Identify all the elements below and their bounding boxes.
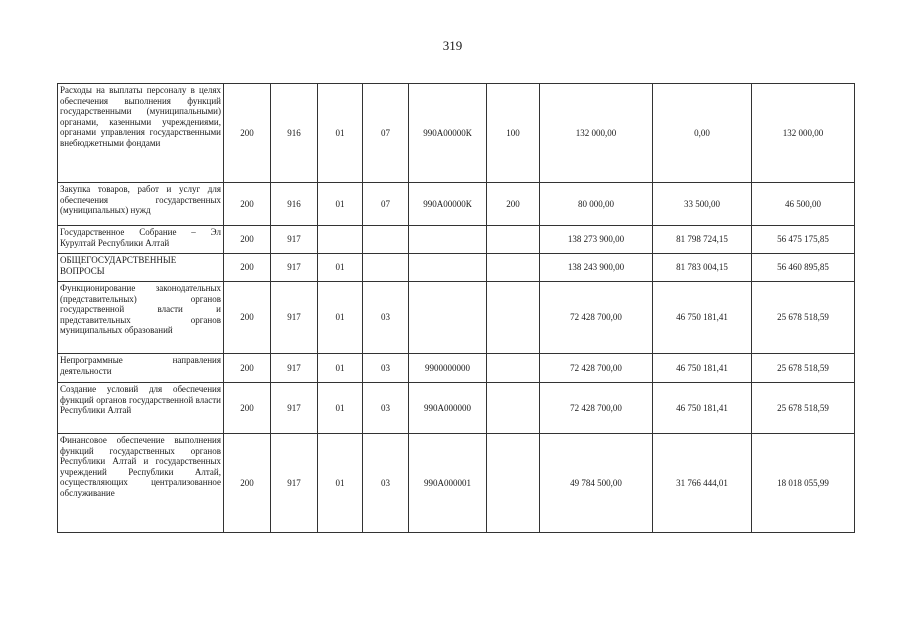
- row-fact-amount-cell: 33 500,00: [653, 183, 752, 226]
- row-subsection-cell: [363, 226, 409, 254]
- row-admin-code-cell: 916: [271, 84, 318, 183]
- row-remainder-amount-cell: 132 000,00: [752, 84, 855, 183]
- row-section-cell: 01: [318, 434, 363, 533]
- row-remainder-amount-cell: 56 460 895,85: [752, 254, 855, 282]
- row-section-cell: 01: [318, 282, 363, 354]
- row-name-cell: Расходы на выплаты персоналу в целях обеспечения выполнения функций государственными (муниципальными) органами, казенными учреждениями, органами управления государственными внебюджетными фондами: [58, 84, 224, 183]
- row-expense-type-cell: [487, 354, 540, 383]
- row-admin-code-cell: 917: [271, 226, 318, 254]
- row-gr-code-cell: 200: [224, 354, 271, 383]
- row-expense-type-cell: [487, 226, 540, 254]
- row-plan-amount-cell: 80 000,00: [540, 183, 653, 226]
- row-name-cell: Государственное Собрание – Эл Курултай Республики Алтай: [58, 226, 224, 254]
- row-name-cell: Создание условий для обеспечения функций органов государственной власти Республики Алтай: [58, 383, 224, 434]
- row-fact-amount-cell: 31 766 444,01: [653, 434, 752, 533]
- row-plan-amount-cell: 138 273 900,00: [540, 226, 653, 254]
- row-section-cell: [318, 226, 363, 254]
- row-subsection-cell: [363, 254, 409, 282]
- row-section-cell: 01: [318, 383, 363, 434]
- row-admin-code-cell: 917: [271, 383, 318, 434]
- row-fact-amount-cell: 46 750 181,41: [653, 282, 752, 354]
- row-plan-amount-cell: 49 784 500,00: [540, 434, 653, 533]
- row-target-article-cell: [409, 226, 487, 254]
- row-name-cell: Функционирование законодательных (представительных) органов государственной власти и представительных органов муниципальных образований: [58, 282, 224, 354]
- row-section-cell: 01: [318, 354, 363, 383]
- row-remainder-amount-cell: 56 475 175,85: [752, 226, 855, 254]
- row-section-cell: 01: [318, 84, 363, 183]
- row-subsection-cell: 07: [363, 84, 409, 183]
- table-row: [58, 282, 855, 354]
- row-fact-amount-cell: 0,00: [653, 84, 752, 183]
- row-fact-amount-cell: 46 750 181,41: [653, 383, 752, 434]
- row-remainder-amount-cell: 46 500,00: [752, 183, 855, 226]
- table-row: [58, 183, 855, 226]
- row-fact-amount-cell: 81 798 724,15: [653, 226, 752, 254]
- row-admin-code-cell: 917: [271, 434, 318, 533]
- row-target-article-cell: [409, 282, 487, 354]
- row-expense-type-cell: [487, 254, 540, 282]
- budget-table: [57, 83, 855, 533]
- row-fact-amount-cell: 81 783 004,15: [653, 254, 752, 282]
- row-target-article-cell: 9900000000: [409, 354, 487, 383]
- row-admin-code-cell: 917: [271, 254, 318, 282]
- row-plan-amount-cell: 138 243 900,00: [540, 254, 653, 282]
- row-expense-type-cell: [487, 383, 540, 434]
- row-target-article-cell: [409, 254, 487, 282]
- row-fact-amount-cell: 46 750 181,41: [653, 354, 752, 383]
- row-subsection-cell: 03: [363, 354, 409, 383]
- row-gr-code-cell: 200: [224, 383, 271, 434]
- row-admin-code-cell: 917: [271, 282, 318, 354]
- table-row: [58, 434, 855, 533]
- row-name-cell: Закупка товаров, работ и услуг для обеспечения государственных (муниципальных) нужд: [58, 183, 224, 226]
- row-plan-amount-cell: 132 000,00: [540, 84, 653, 183]
- row-gr-code-cell: 200: [224, 183, 271, 226]
- row-admin-code-cell: 916: [271, 183, 318, 226]
- row-section-cell: 01: [318, 183, 363, 226]
- row-subsection-cell: 03: [363, 434, 409, 533]
- row-remainder-amount-cell: 25 678 518,59: [752, 282, 855, 354]
- row-plan-amount-cell: 72 428 700,00: [540, 354, 653, 383]
- row-name-cell: Непрограммные направления деятельности: [58, 354, 224, 383]
- table-row: [58, 226, 855, 254]
- row-subsection-cell: 03: [363, 282, 409, 354]
- row-subsection-cell: 07: [363, 183, 409, 226]
- row-expense-type-cell: 100: [487, 84, 540, 183]
- row-name-cell: ОБЩЕГОСУДАРСТВЕННЫЕ ВОПРОСЫ: [58, 254, 224, 282]
- row-target-article-cell: 990А00000К: [409, 84, 487, 183]
- row-name-cell: Финансовое обеспечение выполнения функций государственных органов Республики Алтай и государственных учреждений Республики Алтай, осуществляющих централизованное обслуживание: [58, 434, 224, 533]
- row-remainder-amount-cell: 25 678 518,59: [752, 354, 855, 383]
- row-gr-code-cell: 200: [224, 84, 271, 183]
- row-plan-amount-cell: 72 428 700,00: [540, 282, 653, 354]
- row-remainder-amount-cell: 25 678 518,59: [752, 383, 855, 434]
- table-row: [58, 84, 855, 183]
- row-expense-type-cell: 200: [487, 183, 540, 226]
- row-target-article-cell: 990А000001: [409, 434, 487, 533]
- row-section-cell: 01: [318, 254, 363, 282]
- page-number: 319: [442, 38, 463, 53]
- row-gr-code-cell: 200: [224, 254, 271, 282]
- row-gr-code-cell: 200: [224, 434, 271, 533]
- row-gr-code-cell: 200: [224, 226, 271, 254]
- row-gr-code-cell: 200: [224, 282, 271, 354]
- table-row: [58, 254, 855, 282]
- row-remainder-amount-cell: 18 018 055,99: [752, 434, 855, 533]
- row-subsection-cell: 03: [363, 383, 409, 434]
- row-admin-code-cell: 917: [271, 354, 318, 383]
- table-row: [58, 354, 855, 383]
- row-expense-type-cell: [487, 282, 540, 354]
- row-target-article-cell: 990А00000К: [409, 183, 487, 226]
- row-target-article-cell: 990А000000: [409, 383, 487, 434]
- row-plan-amount-cell: 72 428 700,00: [540, 383, 653, 434]
- row-expense-type-cell: [487, 434, 540, 533]
- table-row: [58, 383, 855, 434]
